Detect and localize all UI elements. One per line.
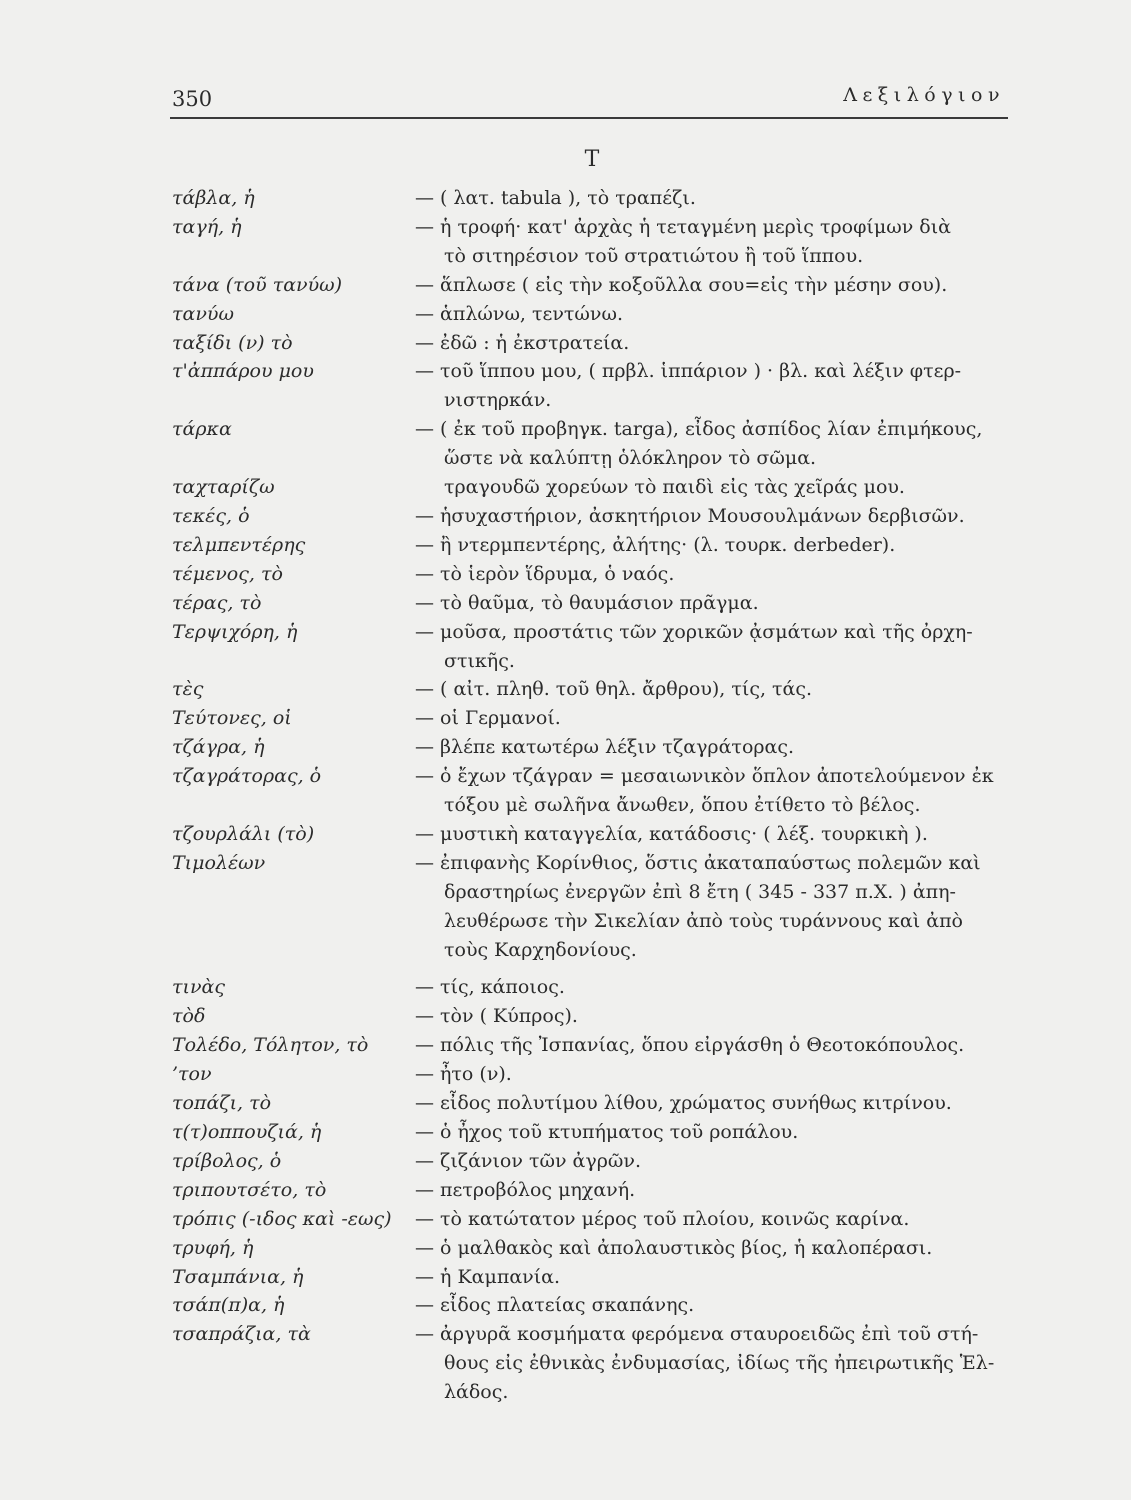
- definition-line: — τὸ θαῦμα, τὸ θαυμάσιον πρᾶγμα.: [415, 591, 759, 614]
- entry-definition: [415, 820, 1072, 849]
- definition-line: — ( αἰτ. πληθ. τοῦ θηλ. ἄρθρου), τίς, τάς.: [415, 678, 813, 701]
- entry-definition: [415, 502, 1072, 531]
- definition-line: θους εἰς ἐθνικὰς ἐνδυμασίας, ἰδίως τῆς ἠπειρωτικῆς Ἑλ-: [444, 1352, 995, 1375]
- definition-line: στικῆς.: [444, 649, 515, 672]
- entry-definition: [415, 1263, 1072, 1292]
- definition-line: τόξου μὲ σωλῆνα ἄνωθεν, ὅπου ἐτίθετο τὸ βέλος.: [444, 794, 921, 817]
- entry-term: τέρας, τὸ: [172, 591, 262, 614]
- entry-definition: [415, 1176, 1072, 1205]
- definition-line: — ἡ Καμπανία.: [415, 1265, 561, 1288]
- definition-line: δραστηρίως ἐνεργῶν ἐπὶ 8 ἔτη ( 345 - 337 π.Χ. ) ἀπη-: [444, 880, 956, 903]
- entry-term: τρίβολος, ὁ: [172, 1149, 282, 1172]
- entry-definition: [415, 762, 1072, 820]
- definition-line: λάδος.: [444, 1381, 509, 1404]
- entry-term: τρόπις (-ιδος καὶ -εως): [172, 1207, 392, 1230]
- definition-line: ὥστε νὰ καλύπτῃ ὁλόκληρον τὸ σῶμα.: [444, 447, 817, 470]
- entry-term: ταχταρίζω: [172, 476, 275, 499]
- glossary-entry: [172, 1060, 1072, 1089]
- entry-definition: [415, 1291, 1072, 1320]
- definition-line: — ἐπιφανὴς Κορίνθιος, ὅστις ἀκαταπαύστως πολεμῶν καὶ: [415, 851, 981, 874]
- entry-definition: [415, 531, 1072, 560]
- entry-term: τζάγρα, ἡ: [172, 736, 265, 759]
- entry-term: Τιμολέων: [172, 851, 266, 874]
- glossary-entry: [172, 849, 1072, 965]
- glossary-entry: [172, 1234, 1072, 1263]
- entry-definition: [415, 1320, 1072, 1407]
- entry-definition: [415, 618, 1072, 676]
- definition-line: — τὸ ἱερὸν ἵδρυμα, ὁ ναός.: [415, 562, 675, 585]
- glossary-entry: [172, 473, 1072, 502]
- entry-definition: [415, 733, 1072, 762]
- entry-definition: [415, 300, 1072, 329]
- definition-line: — ( λατ. tabula ), τὸ τραπέζι.: [415, 187, 696, 209]
- definition-line: — ὁ ἔχων τζάγραν = μεσαιωνικὸν ὅπλον ἀποτελούμενον ἐκ: [415, 765, 994, 788]
- entry-term: τζαγράτορας, ὁ: [172, 765, 322, 788]
- definition-line: — ὁ μαλθακὸς καὶ ἀπολαυστικὸς βίος, ἡ καλοπέρασι.: [415, 1236, 933, 1259]
- entry-definition: [415, 1147, 1072, 1176]
- entry-term: τριπουτσέτο, τὸ: [172, 1178, 327, 1201]
- definition-line: — τοῦ ἵππου μου, ( πρβλ. ἱππάριον ) · βλ. καὶ λέξιν φτερ-: [415, 360, 962, 383]
- entry-definition: [415, 1002, 1072, 1031]
- entry-term: τεκές, ὁ: [172, 504, 250, 527]
- glossary-entry: [172, 820, 1072, 849]
- definition-line: — εἶδος πολυτίμου λίθου, χρώματος συνήθως κιτρίνου.: [415, 1092, 952, 1115]
- definition-line: τραγουδῶ χορεύων τὸ παιδὶ εἰς τὰς χεῖράς μου.: [444, 476, 905, 499]
- definition-line: — ἐδῶ : ἡ ἐκστρατεία.: [415, 331, 630, 354]
- entry-term: ταξίδι (ν) τὸ: [172, 331, 293, 354]
- entry-term: τ'ἀππάρου μου: [172, 360, 314, 383]
- entry-definition: [415, 357, 1072, 415]
- definition-line: — εἶδος πλατείας σκαπάνης.: [415, 1294, 695, 1317]
- page-number: 350: [172, 87, 213, 111]
- entry-term: Τολέδο, Τόλητον, τὸ: [172, 1034, 369, 1057]
- entry-definition: [415, 271, 1072, 300]
- entry-term: τινὰς: [172, 976, 225, 999]
- definition-line: τοὺς Καρχηδονίους.: [444, 938, 637, 961]
- entry-term: τὸδ: [172, 1005, 206, 1028]
- entry-term: τέμενος, τὸ: [172, 562, 283, 585]
- glossary-entry: [172, 560, 1072, 589]
- entry-term: τὲς: [172, 678, 204, 701]
- section-letter-heading: Τ: [584, 147, 600, 172]
- definition-line: — πετροβόλος μηχανή.: [415, 1178, 636, 1201]
- entry-definition: [415, 473, 1072, 502]
- entry-term: τζουρλάλι (τὸ): [172, 822, 315, 845]
- definition-line: — ἅπλωσε ( εἰς τὴν κοξοῦλλα σου=εἰς τὴν μέσην σου).: [415, 273, 948, 296]
- definition-line: λευθέρωσε τὴν Σικελίαν ἀπὸ τοὺς τυράννους καὶ ἀπὸ: [444, 909, 963, 932]
- entry-definition: [415, 329, 1072, 358]
- glossary-entry: [172, 762, 1072, 820]
- definition-line: — βλέπε κατωτέρω λέξιν τζαγράτορας.: [415, 736, 795, 759]
- glossary-entry: [172, 973, 1072, 1002]
- glossary-entry: [172, 1002, 1072, 1031]
- entry-definition: [415, 1089, 1072, 1118]
- entry-definition: [415, 1060, 1072, 1089]
- entry-term: Τσαμπάνια, ἡ: [172, 1265, 304, 1288]
- entry-definition: [415, 849, 1072, 965]
- glossary-entry: [172, 1291, 1072, 1320]
- entry-definition: [415, 213, 1072, 271]
- definition-line: — ζιζάνιον τῶν ἀγρῶν.: [415, 1149, 641, 1172]
- glossary-entry: [172, 1176, 1072, 1205]
- glossary-entry: [172, 704, 1072, 733]
- entry-term: τάνα (τοῦ τανύω): [172, 273, 343, 296]
- entry-term: τάρκα: [172, 418, 232, 441]
- glossary-entry: [172, 531, 1072, 560]
- definition-line: — πόλις τῆς Ἰσπανίας, ὅπου εἰργάσθη ὁ Θεοτοκόπουλος.: [415, 1034, 965, 1057]
- entry-term: Τερψιχόρη, ἡ: [172, 620, 298, 643]
- entry-term: τσαπράζια, τὰ: [172, 1323, 311, 1346]
- glossary-entry: [172, 1320, 1072, 1407]
- running-title: Λεξιλόγιον: [843, 84, 1005, 106]
- glossary-entry: [172, 271, 1072, 300]
- entry-term: ταγή, ἡ: [172, 215, 242, 238]
- definition-line: — ὁ ἦχος τοῦ κτυπήματος τοῦ ροπάλου.: [415, 1121, 799, 1143]
- definition-line: — μοῦσα, προστάτις τῶν χορικῶν ᾀσμάτων καὶ τῆς ὀρχη-: [415, 620, 973, 643]
- header-rule: [170, 117, 1008, 119]
- entry-term: Τεύτονες, οἱ: [172, 707, 292, 730]
- entry-term: τάβλα, ἡ: [172, 187, 255, 209]
- glossary-entry: [172, 1147, 1072, 1176]
- glossary-entry: [172, 300, 1072, 329]
- entry-definition: [415, 675, 1072, 704]
- glossary-entry: [172, 618, 1072, 676]
- entry-term: τ(τ)οππουζιά, ἡ: [172, 1121, 322, 1143]
- definition-line: — ἡσυχαστήριον, ἀσκητήριον Μουσουλμάνων δερβισῶν.: [415, 504, 965, 527]
- definition-line: — ἡ τροφή· κατ' ἀρχὰς ἡ τεταγμένη μερὶς τροφίμων διὰ: [415, 215, 952, 238]
- entry-definition: [415, 560, 1072, 589]
- glossary-entry: [172, 589, 1072, 618]
- entry-definition: [415, 589, 1072, 618]
- entry-definition: [415, 1118, 1072, 1147]
- glossary-entry: [172, 1205, 1072, 1234]
- definition-line: — οἱ Γερμανοί.: [415, 707, 561, 730]
- definition-line: — τίς, κάποιος.: [415, 976, 565, 999]
- glossary-entry: [172, 1031, 1072, 1060]
- glossary-entry-list: [172, 184, 1072, 1407]
- glossary-entry: [172, 1118, 1072, 1147]
- glossary-entry: [172, 184, 1072, 213]
- definition-line: — ἦτο (ν).: [415, 1063, 512, 1086]
- definition-line: τὸ σιτηρέσιον τοῦ στρατιώτου ἢ τοῦ ἵππου.: [444, 244, 864, 267]
- entry-definition: [415, 1031, 1072, 1060]
- glossary-entry: [172, 357, 1072, 415]
- entry-term: ’τον: [172, 1063, 212, 1086]
- definition-line: νιστηρκάν.: [444, 389, 552, 412]
- entry-term: τανύω: [172, 302, 234, 325]
- glossary-entry: [172, 1263, 1072, 1292]
- definition-line: — ἁπλώνω, τεντώνω.: [415, 302, 624, 325]
- entry-definition: [415, 184, 1072, 213]
- entry-term: τοπάζι, τὸ: [172, 1092, 272, 1115]
- glossary-entry: [172, 1089, 1072, 1118]
- entry-definition: [415, 415, 1072, 473]
- definition-line: — ἀργυρᾶ κοσμήματα φερόμενα σταυροειδῶς ἐπὶ τοῦ στή-: [415, 1323, 979, 1346]
- glossary-entry: [172, 329, 1072, 358]
- definition-line: — ἢ ντερμπεντέρης, ἀλήτης· (λ. τουρκ. derbeder).: [415, 533, 896, 556]
- definition-line: — μυστικὴ καταγγελία, κατάδοσις· ( λέξ. τουρκικὴ ).: [415, 822, 928, 845]
- entry-term: τσάπ(π)α, ἡ: [172, 1294, 285, 1317]
- entry-definition: [415, 704, 1072, 733]
- entry-definition: [415, 1234, 1072, 1263]
- glossary-entry: [172, 415, 1072, 473]
- glossary-entry: [172, 675, 1072, 704]
- glossary-entry: [172, 502, 1072, 531]
- entry-definition: [415, 973, 1072, 1002]
- definition-line: — ( ἐκ τοῦ προβηγκ. targa), εἶδος ἀσπίδος λίαν ἐπιμήκους,: [415, 418, 983, 441]
- definition-line: — τὸ κατώτατον μέρος τοῦ πλοίου, κοινῶς καρίνα.: [415, 1207, 910, 1230]
- entry-definition: [415, 1205, 1072, 1234]
- glossary-entry: [172, 733, 1072, 762]
- entry-term: τελμπεντέρης: [172, 533, 306, 556]
- entry-term: τρυφή, ἡ: [172, 1236, 254, 1259]
- definition-line: — τὸν ( Κύπρος).: [415, 1005, 578, 1028]
- glossary-entry: [172, 213, 1072, 271]
